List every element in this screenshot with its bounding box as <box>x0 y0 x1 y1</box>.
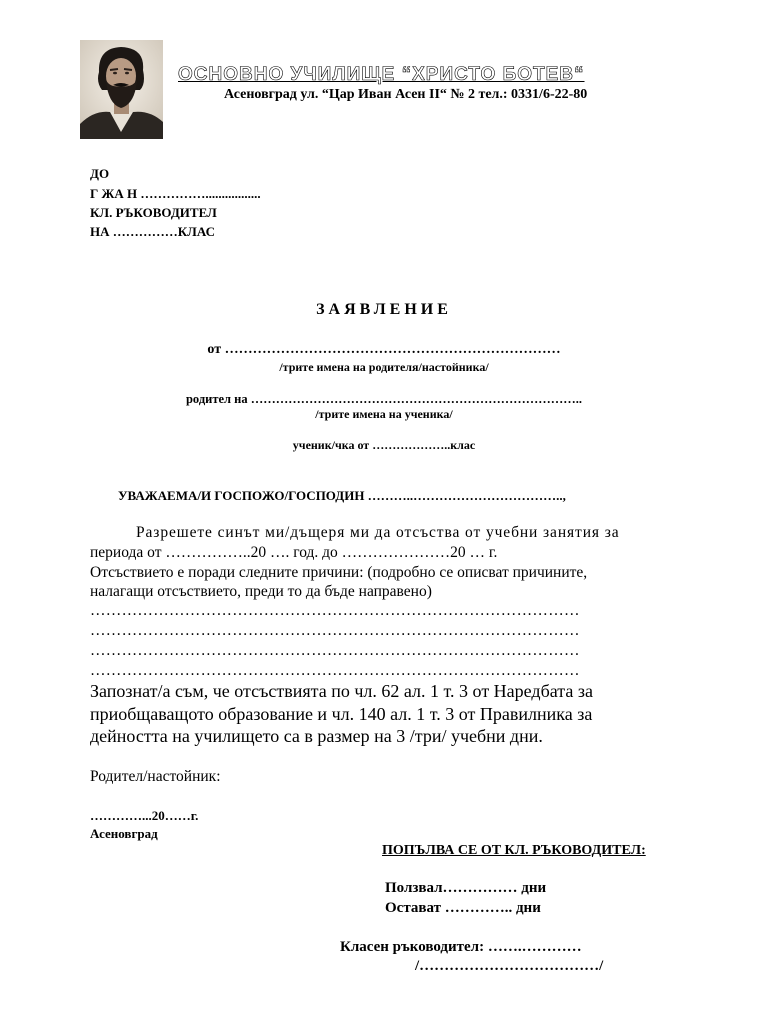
reason-dotted-line: ………………………………………………………………………………… <box>90 602 580 619</box>
body-request-line: Разрешете синът ми/дъщеря ми да отсъства от учебни занятия за <box>136 524 620 541</box>
parent-signature-label: Родител/настойник: <box>90 768 221 785</box>
student-class-line: ученик/чка от ………………..клас <box>292 438 476 452</box>
city-label: Асеновград <box>90 826 158 841</box>
days-used-line: Ползвал…………… дни <box>385 880 547 896</box>
from-line: от ……………………………………………………………… <box>207 342 561 357</box>
addressee-class: НА ……………КЛАС <box>90 224 215 239</box>
parent-of-line: родител на …………………………………………………………………….. <box>185 392 583 406</box>
parent-of-caption: /трите имена на ученика/ <box>315 407 453 421</box>
reason-dotted-line: ………………………………………………………………………………… <box>90 642 580 659</box>
school-address: Асеновград ул. “Цар Иван Асен II“ № 2 тел.: 0331/6-22-80 <box>224 87 588 102</box>
body-reason-note: налагащи отсъствието, преди то да бъде направено) <box>90 583 432 600</box>
document-title: ЗАЯВЛЕНИЕ <box>316 301 452 318</box>
acknowledgement-line-1: Запознат/а съм, че отсъствията по чл. 62 ал. 1 т. 3 от Наредбата за <box>90 681 593 701</box>
reason-dotted-line: ………………………………………………………………………………… <box>90 662 580 679</box>
class-teacher-name-line: /………………………………/ <box>415 958 604 974</box>
body-reason-line: Отсъствието е поради следните причини: (подробно се описват причините, <box>90 564 588 581</box>
greeting: УВАЖАЕМА/И ГОСПОЖО/ГОСПОДИН ………..…………………………….., <box>118 488 566 503</box>
acknowledgement-line-3: дейността на училището са в размер на 3 /три/ учебни дни. <box>90 726 543 746</box>
from-caption: /трите имена на родителя/настойника/ <box>279 360 489 374</box>
teacher-section-heading: ПОПЪЛВА СЕ ОТ КЛ. РЪКОВОДИТЕЛ: <box>382 843 646 858</box>
days-remaining-line: Остават ………….. дни <box>385 900 541 916</box>
reason-dotted-line: ………………………………………………………………………………… <box>90 622 580 639</box>
portrait-image <box>80 40 163 139</box>
class-teacher-line: Класен ръководител: …….………… <box>340 939 582 955</box>
addressee-name: Г ЖА Н ……………................. <box>90 186 261 201</box>
date-line: …………...20……г. <box>90 808 199 823</box>
addressee-role: КЛ. РЪКОВОДИТЕЛ <box>90 205 217 220</box>
body-period-line: периода от ……………..20 …. год. до …………………20 … г. <box>90 544 498 561</box>
acknowledgement-line-2: приобщаващото образование и чл. 140 ал. 1 т. 3 от Правилника за <box>90 704 593 724</box>
school-name: ОСНОВНО УЧИЛИЩЕ “ХРИСТО БОТЕВ“ <box>178 64 585 85</box>
addressee-to: ДО <box>90 166 110 181</box>
